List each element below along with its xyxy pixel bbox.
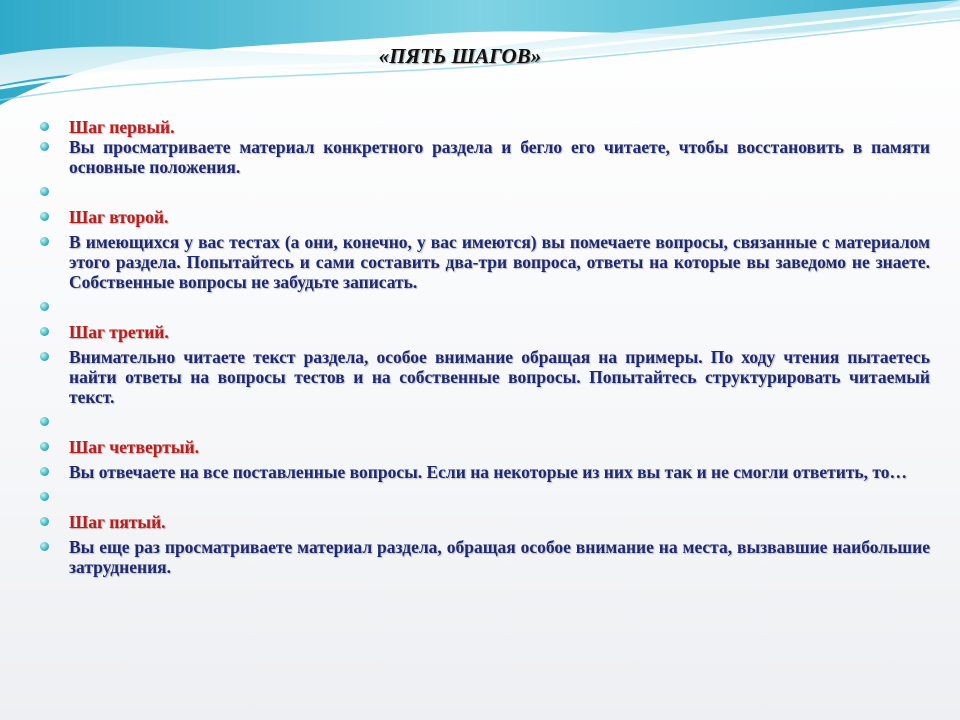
list-item-empty	[40, 297, 930, 317]
step-description: Вы просматриваете материал конкретного раздела и бегло его читаете, чтобы восстановить в памяти основные положения.	[69, 137, 930, 177]
step-description: Внимательно читаете текст раздела, особое внимание обращая на примеры. По ходу чтения пытаетесь найти ответы на вопросы тестов и на собственные вопросы. Попытайтесь структурировать читаемый текст.	[69, 347, 930, 407]
list-item-step-1	[40, 117, 930, 137]
step-description: Вы отвечаете на все поставленные вопросы. Если на некоторые из них вы так и не смогли ответить, то…	[69, 462, 908, 482]
step-heading: Шаг пятый.	[69, 512, 166, 532]
teal-dot-icon	[40, 187, 49, 196]
teal-dot-icon	[40, 212, 49, 221]
list-item-step-3	[40, 322, 930, 342]
teal-dot-icon	[40, 542, 49, 551]
teal-dot-icon	[40, 442, 49, 451]
steps-list	[40, 117, 930, 577]
teal-dot-icon	[40, 352, 49, 361]
list-item-empty	[40, 182, 930, 202]
teal-dot-icon	[40, 237, 49, 246]
teal-dot-icon	[40, 302, 49, 311]
step-heading: Шаг четвертый.	[69, 437, 199, 457]
list-item-step-5	[40, 512, 930, 532]
list-item-step-4	[40, 437, 930, 457]
teal-dot-icon	[40, 517, 49, 526]
teal-dot-icon	[40, 492, 49, 501]
list-item-text-3	[40, 347, 930, 407]
step-heading: Шаг первый.	[69, 117, 175, 137]
step-description: Вы еще раз просматриваете материал раздела, обращая особое внимание на места, вызвавшие наибольшие затруднения.	[69, 537, 930, 577]
teal-dot-icon	[40, 142, 49, 151]
step-description: В имеющихся у вас тестах (а они, конечно, у вас имеются) вы помечаете вопросы, связанные с материалом этого раздела. Попытайтесь и сами составить два-три вопроса, ответы на которые вы заведомо не знаете. Собственные вопросы не забудьте записать.	[69, 232, 930, 292]
list-item-empty	[40, 487, 930, 507]
list-item-empty	[40, 412, 930, 432]
step-heading: Шаг третий.	[69, 322, 169, 342]
list-item-text-2	[40, 232, 930, 292]
list-item-text-4	[40, 462, 930, 482]
teal-dot-icon	[40, 467, 49, 476]
list-item-text-1	[40, 137, 930, 177]
teal-dot-icon	[40, 417, 49, 426]
step-heading: Шаг второй.	[69, 207, 169, 227]
teal-dot-icon	[40, 327, 49, 336]
slide-title: «ПЯТЬ ШАГОВ»	[378, 44, 542, 68]
list-item-step-2	[40, 207, 930, 227]
teal-dot-icon	[40, 122, 49, 131]
list-item-text-5	[40, 537, 930, 577]
